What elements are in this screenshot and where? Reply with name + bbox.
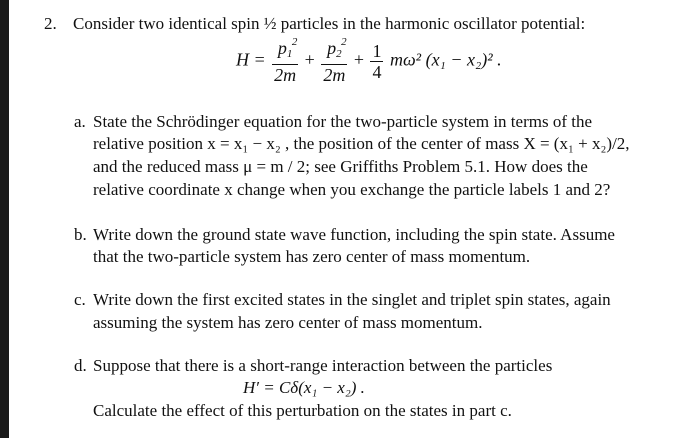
p2-fraction: p2 2 2m xyxy=(323,36,347,85)
potential-term: mω² (x₁ − x₂)² . xyxy=(389,49,502,70)
part-c-label: c. xyxy=(74,290,86,309)
perturbation-equation: H′ = Cδ(x₁ − x₂) . xyxy=(243,378,365,397)
problem-number: 2. xyxy=(44,14,57,33)
part-a-line2: relative position x = x₁ − x₂ , the position of the center of mass X = (x₁ + x₂)/2, xyxy=(93,134,630,153)
part-c-line1: Write down the first excited states in the singlet and triplet spin states, again xyxy=(93,290,611,309)
part-a-line3: and the reduced mass μ = m / 2; see Griffiths Problem 5.1. How does the xyxy=(93,157,588,176)
part-b-line1: Write down the ground state wave function, including the spin state. Assume xyxy=(93,225,615,244)
part-b-label: b. xyxy=(74,225,87,244)
part-a-line4: relative coordinate x change when you exchange the particle labels 1 and 2? xyxy=(93,180,611,199)
part-b-line2: that the two-particle system has zero center of mass momentum. xyxy=(93,247,531,266)
part-d-line1: Suppose that there is a short-range interaction between the particles xyxy=(93,356,553,375)
problem-intro: Consider two identical spin ½ particles in the harmonic oscillator potential: xyxy=(73,14,586,33)
part-c-line2: assuming the system has zero center of mass momentum. xyxy=(93,313,483,332)
p1-fraction: p1 2 2m xyxy=(274,36,298,85)
quarter-fraction: $\frac{1}{4}$ xyxy=(372,41,382,82)
part-a-line1: State the Schrödinger equation for the two-particle system in terms of the xyxy=(93,112,593,131)
part-d-line3: Calculate the effect of this perturbation on the states in part c. xyxy=(93,401,512,420)
part-a-label: a. xyxy=(74,112,86,131)
hamiltonian-lhs: H = xyxy=(236,49,266,70)
part-d-label: d. xyxy=(74,356,87,375)
left-edge-bar xyxy=(0,0,9,438)
hamiltonian-equation: H = p1 2 2m + p2 2 2m + $\frac{1}{4}$ mω² (x₁ − x₂)² . xyxy=(236,36,502,85)
